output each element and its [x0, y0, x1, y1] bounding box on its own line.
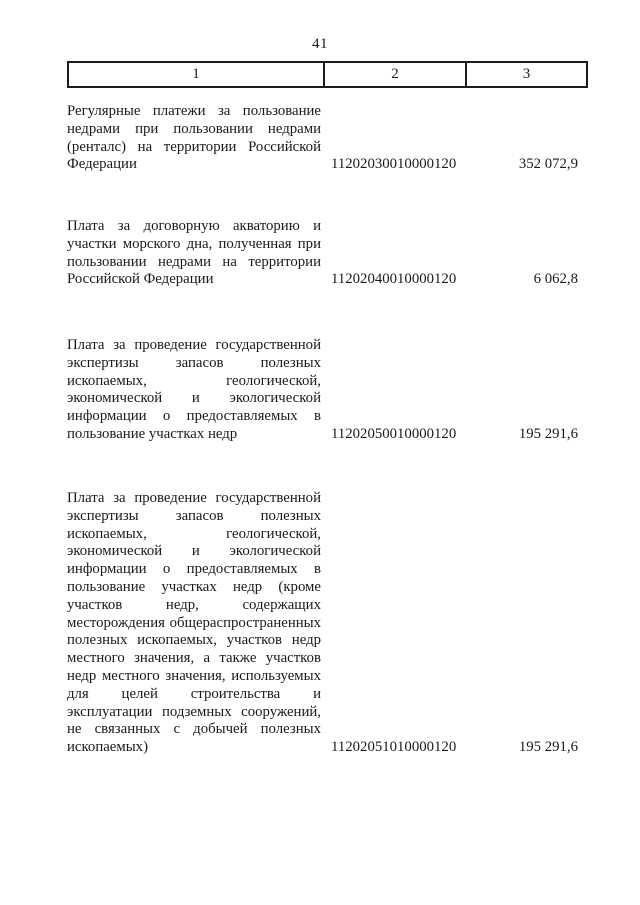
table-header-row	[67, 61, 588, 88]
row-description: Плата за проведение государственной экспертизы запасов полезных ископаемых, геологической, экономической и экологической информации о предоставляемых в пользование участках недр	[67, 337, 321, 442]
header-cell-col2: 2	[323, 63, 465, 86]
table-row	[67, 490, 588, 757]
row-amount: 195 291,6	[518, 739, 578, 756]
row-budget-code: 11202030010000120	[331, 156, 457, 173]
table-row	[67, 337, 588, 444]
header-cell-col3: 3	[465, 63, 586, 86]
table-row	[67, 218, 588, 289]
row-description: Плата за договорную акваторию и участки морского дна, полученная при пользовании недрами на территории Российской Федерации	[67, 218, 321, 288]
row-amount: 6 062,8	[533, 271, 578, 288]
row-budget-code: 11202040010000120	[331, 271, 457, 288]
row-amount: 195 291,6	[518, 425, 578, 442]
row-description: Регулярные платежи за пользование недрами при пользовании недрами (ренталс) на территории Российской Федерации	[67, 103, 321, 173]
row-budget-code: 11202051010000120	[331, 739, 457, 756]
row-budget-code: 11202050010000120	[331, 425, 457, 442]
page-number: 41	[312, 36, 328, 52]
row-amount: 352 072,9	[518, 156, 578, 173]
header-cell-col1: 1	[192, 66, 200, 82]
table-row	[67, 103, 588, 174]
row-description: Плата за проведение государственной экспертизы запасов полезных ископаемых, геологической, экономической и экологической информации о предоставляемых в пользование участках недр (кроме участков недр, содержащих месторождения общераспространенных полезных ископаемых, участков недр местного значения, а также участков недр местного значения, используемых для целей строительства и эксплуатации подземных сооружений, не связанных с добычей полезных ископаемых)	[67, 490, 321, 756]
